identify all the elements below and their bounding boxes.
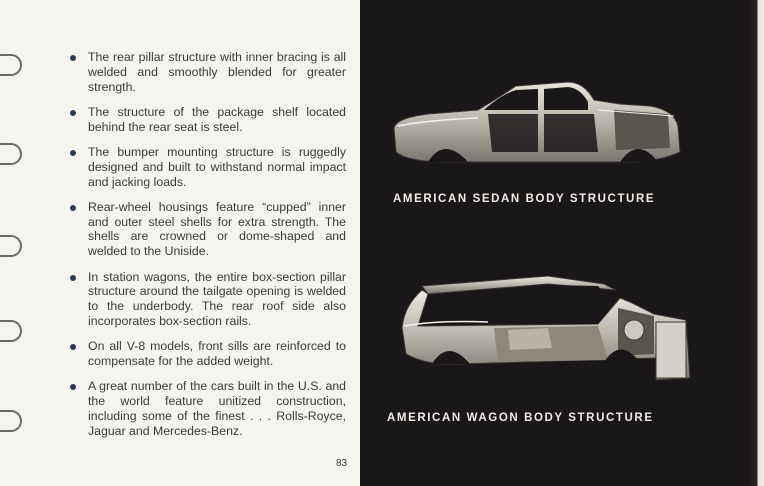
bullet-icon	[70, 344, 76, 350]
list-item	[70, 339, 346, 369]
list-item-text: In station wagons, the entire box-section pillar structure around the tailgate opening is welded to the underbody. The rear roof side also incorporates box-section rails.	[88, 269, 346, 328]
list-item-text: The bumper mounting structure is ruggedly designed and built to withstand normal impact and jacking loads.	[88, 144, 346, 189]
list-item-text: The rear pillar structure with inner bracing is all welded and smoothly blended for greater strength.	[88, 50, 346, 94]
bullet-icon	[70, 205, 76, 211]
list-item-text: On all V-8 models, front sills are reinforced to compensate for the added weight.	[88, 339, 346, 369]
page-number: 83	[336, 458, 348, 469]
list-item-text: Rear-wheel housings feature “cupped” inner and outer steel shells for extra strength. The shells are crowned or dome-shaped and welded to the Uniside.	[88, 199, 346, 259]
binder-hole	[0, 235, 22, 257]
list-item	[70, 50, 346, 94]
list-item-text: The structure of the package shelf located behind the rear seat is steel.	[88, 104, 346, 134]
binder-hole	[0, 320, 22, 342]
feature-list	[70, 50, 346, 449]
list-item	[70, 379, 346, 438]
bullet-icon	[70, 55, 76, 61]
wagon-body-illustration	[398, 268, 694, 394]
binder-hole	[0, 410, 22, 432]
list-item	[70, 200, 346, 259]
binder-hole	[0, 143, 22, 165]
bullet-icon	[70, 275, 76, 281]
sedan-body-illustration	[388, 70, 688, 180]
list-item-text: A great number of the cars built in the U.S. and the world feature unitized construction, including some of the finest . . . Rolls-Royce, Jaguar and Mercedes-Benz.	[88, 379, 346, 438]
bullet-icon	[70, 150, 76, 156]
list-item	[70, 145, 346, 189]
page-edge	[748, 0, 764, 486]
left-page	[0, 0, 360, 486]
list-item	[70, 105, 346, 135]
binder-hole	[0, 54, 22, 76]
bullet-icon	[70, 384, 76, 390]
wagon-caption: AMERICAN WAGON BODY STRUCTURE	[387, 412, 654, 424]
sedan-caption: AMERICAN SEDAN BODY STRUCTURE	[393, 193, 656, 205]
bullet-icon	[70, 110, 76, 116]
list-item	[70, 270, 346, 329]
